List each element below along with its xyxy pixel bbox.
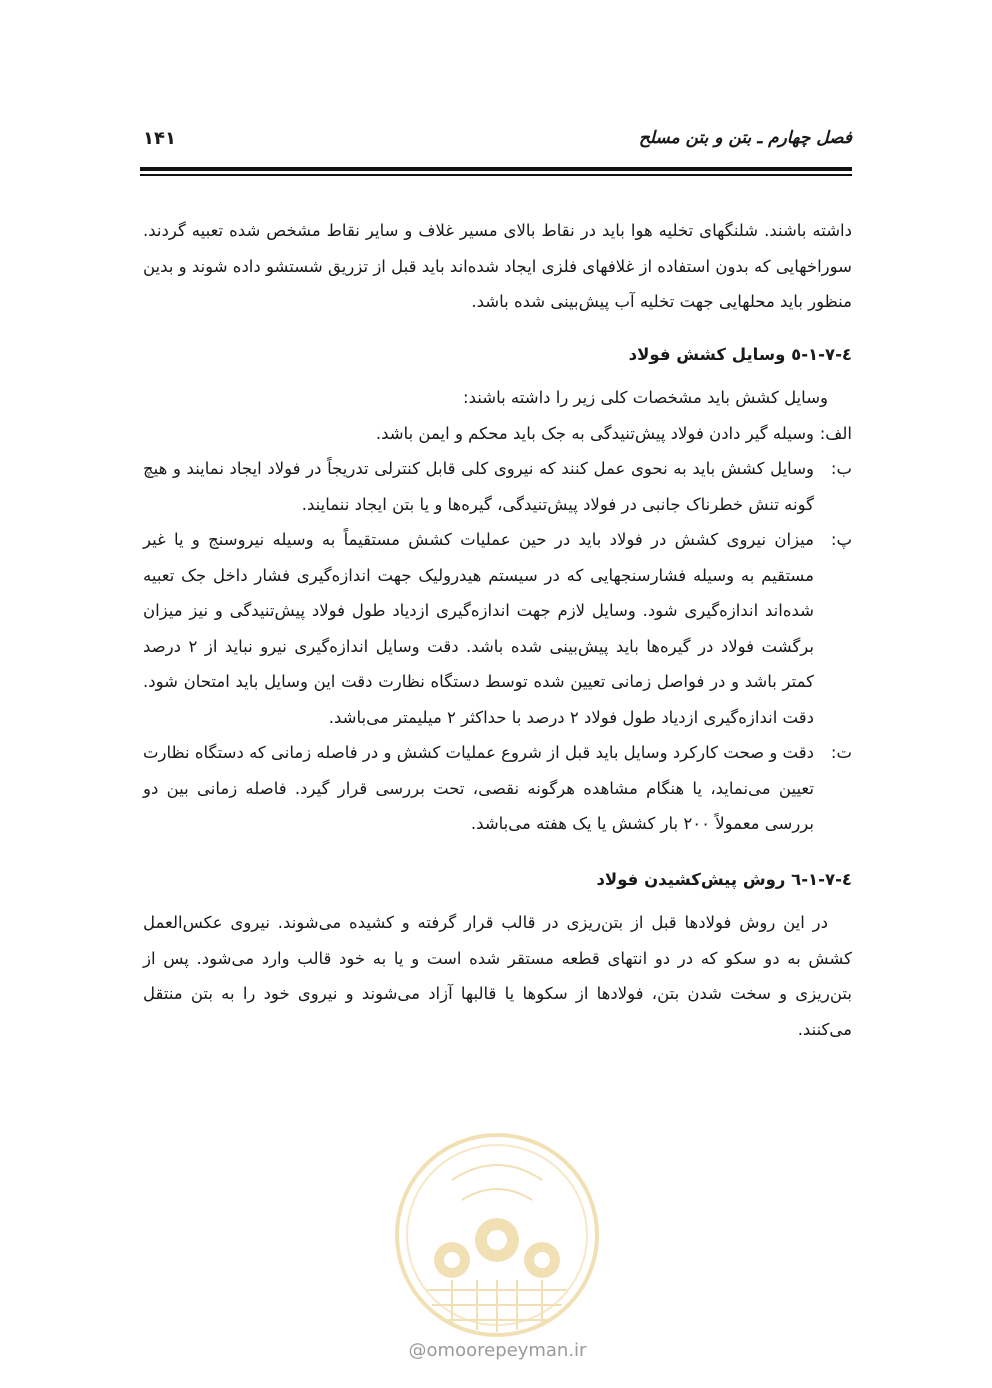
list-item-label: ت:: [830, 743, 852, 762]
header-rule-thin: [140, 174, 852, 176]
list-item: [143, 735, 852, 842]
watermark-url: @omoorepeyman.ir: [408, 1340, 587, 1361]
list-item-text: دقت و صحت کارکرد وسایل باید قبل از شروع عملیات کشش و در فاصله زمانی که دستگاه نظارت تعیین می‌نماید، یا هنگام مشاهده هرگونه نقصی، تحت بررسی قرار گیرد. فاصله زمانی بین دو بررسی معمولاً ٢٠٠ بار کشش یا یک هفته می‌باشد.: [142, 743, 814, 833]
page-number: ۱۴۱: [143, 128, 176, 149]
list-item: [143, 416, 852, 452]
intro-paragraph: وسایل کشش باید مشخصات کلی زیر را داشته باشند:: [463, 388, 828, 407]
section-heading-4-7-1-6: ٤-٧-١-٦ روش پیش‌کشیدن فولاد: [596, 869, 852, 889]
header-rule-thick: [140, 167, 852, 171]
list-item: [143, 451, 852, 522]
list-item-text: میزان نیروی کشش در فولاد باید در حین عملیات کشش مستقیماً به وسیله نیروسنج و یا غیر مستقیم به وسیله فشارسنجهایی که در سیستم هیدرولیک جهت اندازه‌گیری فشار داخل جک تعبیه شده‌اند اندازه‌گیری شود. وسایل لازم جهت اندازه‌گیری ازدیاد طول فولاد پیش‌تنیدگی و نیز میزان برگشت فولاد در گیره‌ها باید پیش‌بینی شده باشد. دقت وسایل اندازه‌گیری نیرو نباید از ٢ درصد کمتر باشد و در فواصل زمانی تعیین شده توسط دستگاه نظارت دقت این وسایل باید امتحان شود. دقت اندازه‌گیری ازدیاد طول فولاد ٢ درصد با حداکثر ٢ میلیمتر می‌باشد.: [143, 530, 814, 727]
list-item-text: وسیله گیر دادن فولاد پیش‌تنیدگی به جک باید محکم و ایمن باشد.: [375, 423, 814, 443]
list-item-label: پ:: [830, 530, 852, 549]
page-header: [143, 128, 852, 154]
list-item: [143, 522, 852, 735]
list-item-label: الف:: [819, 423, 852, 443]
section-heading-4-7-1-5: ٤-٧-١-٥ وسایل کشش فولاد: [628, 344, 852, 364]
page-body: [143, 213, 852, 1047]
chapter-title: فصل چهارم ـ بتن و بتن مسلح: [638, 128, 852, 148]
paragraph-continued: داشته باشند. شلنگهای تخلیه هوا باید در نقاط بالای مسیر غلاف و سایر نقاط مشخص شده تعبیه گردند. سوراخهایی که بدون استفاده از غلافهای فلزی ایجاد شده‌اند باید قبل از تزریق شستشو داده شوند و بدین منظور باید محلهایی جهت تخلیه آب پیش‌بینی شده باشد.: [143, 221, 852, 311]
paragraph-pretensioning: در این روش فولادها قبل از بتن‌ریزی در قالب قرار گرفته و کشیده می‌شوند. نیروی عکس‌العمل کشش به دو سکو که در دو انتهای قطعه مستقر شده است و یا به خود قالب وارد می‌شود. پس از بتن‌ریزی و سخت شدن بتن، فولادها از سکوها یا قالبها آزاد می‌شوند و نیروی خود را به بتن منتقل می‌کنند.: [143, 913, 852, 1039]
list-item-label: ب:: [830, 459, 852, 478]
watermark-seal-icon: [392, 1130, 602, 1340]
list-item-text: وسایل کشش باید به نحوی عمل کنند که نیروی کلی قابل کنترلی تدریجاً در فولاد ایجاد نمایند و هیچ گونه تنش خطرناک جانبی در فولاد پیش‌تنیدگی، گیره‌ها و یا بتن ایجاد ننمایند.: [143, 459, 814, 514]
